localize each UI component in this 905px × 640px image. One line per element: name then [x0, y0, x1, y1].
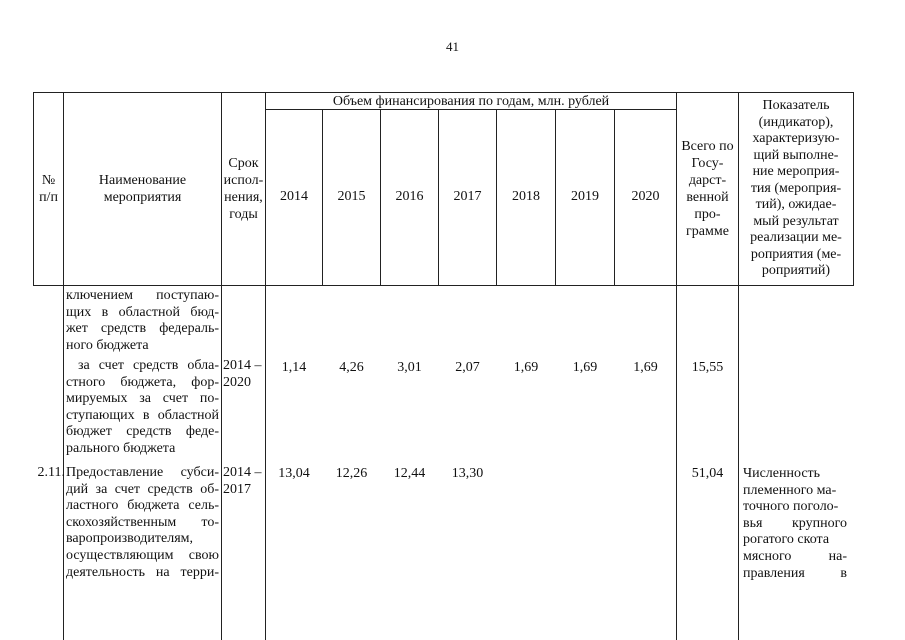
- row-1-name-line: ного бюджета: [66, 337, 149, 353]
- row-3-indicator-line: Численность: [743, 466, 821, 481]
- page-number: 41: [446, 39, 459, 54]
- row-2-name-line: рального бюджета: [66, 440, 176, 456]
- header-total: Всего по Госу- дарст- венной про- грамме: [681, 139, 734, 239]
- row-2-value-2017: 2,07: [455, 360, 480, 375]
- header-term: Срок испол- нения, годы: [223, 156, 264, 222]
- row-2-term: 2014 – 2020: [223, 358, 262, 390]
- row-3-value-2015: 12,26: [335, 466, 368, 481]
- row-2-name-line: за счет средств обла-: [78, 358, 219, 373]
- row-3-indicator-line: точного поголо-: [743, 499, 839, 515]
- header-indicator: Показатель (индикатор), характеризую- щий выполне- ние мероприя- тия (мероприя- тий), ожидае- мый результат реализации ме- роприятия (ме- роприятий): [750, 98, 842, 279]
- row-3-name-line: ластного бюджета сель-: [66, 498, 219, 514]
- header-year: 2016: [395, 189, 424, 204]
- row-3-value-2014: 13,04: [278, 466, 310, 481]
- header-year: 2014: [280, 189, 308, 204]
- row-3-term: 2014 – 2017: [223, 465, 262, 497]
- row-3-name-line: деятельность на терри-: [66, 564, 219, 580]
- row-2-value-2018: 1,69: [513, 360, 539, 375]
- row-3-name-line: Предоставление субси-: [66, 465, 219, 480]
- row-2-name: [66, 358, 219, 458]
- row-2-name-line: стного бюджета, фор-: [66, 374, 219, 390]
- header-number: № п/п: [39, 173, 58, 205]
- header-funding-title: Объем финансирования по годам, млн. рублей: [332, 93, 610, 109]
- row-3-name-line: дий за счет средств об-: [66, 481, 219, 497]
- row-3-total: 51,04: [691, 466, 724, 481]
- header-name: Наименование мероприятия: [98, 173, 187, 205]
- row-3-indicator-line: племенного ма-: [743, 482, 837, 498]
- row-2-name-line: ступающих в областной: [66, 407, 219, 423]
- row-3-name: [66, 465, 219, 581]
- row-2-total: 15,55: [691, 360, 724, 375]
- row-2-value-2014: 1,14: [281, 360, 307, 375]
- col-border-right: [853, 92, 854, 285]
- row-3-name-line: осуществляющим свою: [66, 547, 219, 563]
- row-3-value-2017: 13,30: [451, 466, 484, 481]
- row-3-indicator-line: рогатого скота: [743, 532, 830, 548]
- row-2-value-2019: 1,69: [572, 360, 598, 375]
- row-3-name-line: варопроизводителям,: [66, 531, 193, 547]
- row-1-name-line: щих в областной бюд-: [66, 304, 219, 320]
- row-2-value-2016: 3,01: [397, 360, 422, 375]
- row-3-number: 2.11.: [37, 465, 65, 480]
- row-3-indicator-line: мясного на-: [743, 548, 847, 564]
- row-2-name-line: бюджет средств феде-: [66, 424, 219, 440]
- header-year: 2018: [512, 189, 540, 204]
- header-bottom-border: [33, 285, 854, 286]
- row-3-indicator: [743, 466, 847, 582]
- row-3-name-line: скохозяйственным то-: [66, 514, 219, 530]
- header-year: 2019: [571, 189, 599, 204]
- header-year: 2017: [453, 189, 482, 204]
- row-3-indicator-line: вья крупного: [743, 515, 847, 531]
- row-1-name: [66, 288, 219, 354]
- row-2-value-2020: 1,69: [633, 360, 658, 375]
- row-1-name-line: ключением поступаю-: [66, 288, 219, 303]
- row-3-value-2016: 12,44: [393, 466, 426, 481]
- row-2-value-2015: 4,26: [339, 360, 364, 375]
- row-1-name-line: жет средств федераль-: [66, 321, 219, 337]
- header-year: 2015: [337, 189, 366, 204]
- row-3-indicator-line: правления в: [743, 565, 847, 581]
- row-2-name-line: мируемых за счет по-: [66, 391, 219, 407]
- header-year: 2020: [631, 189, 660, 204]
